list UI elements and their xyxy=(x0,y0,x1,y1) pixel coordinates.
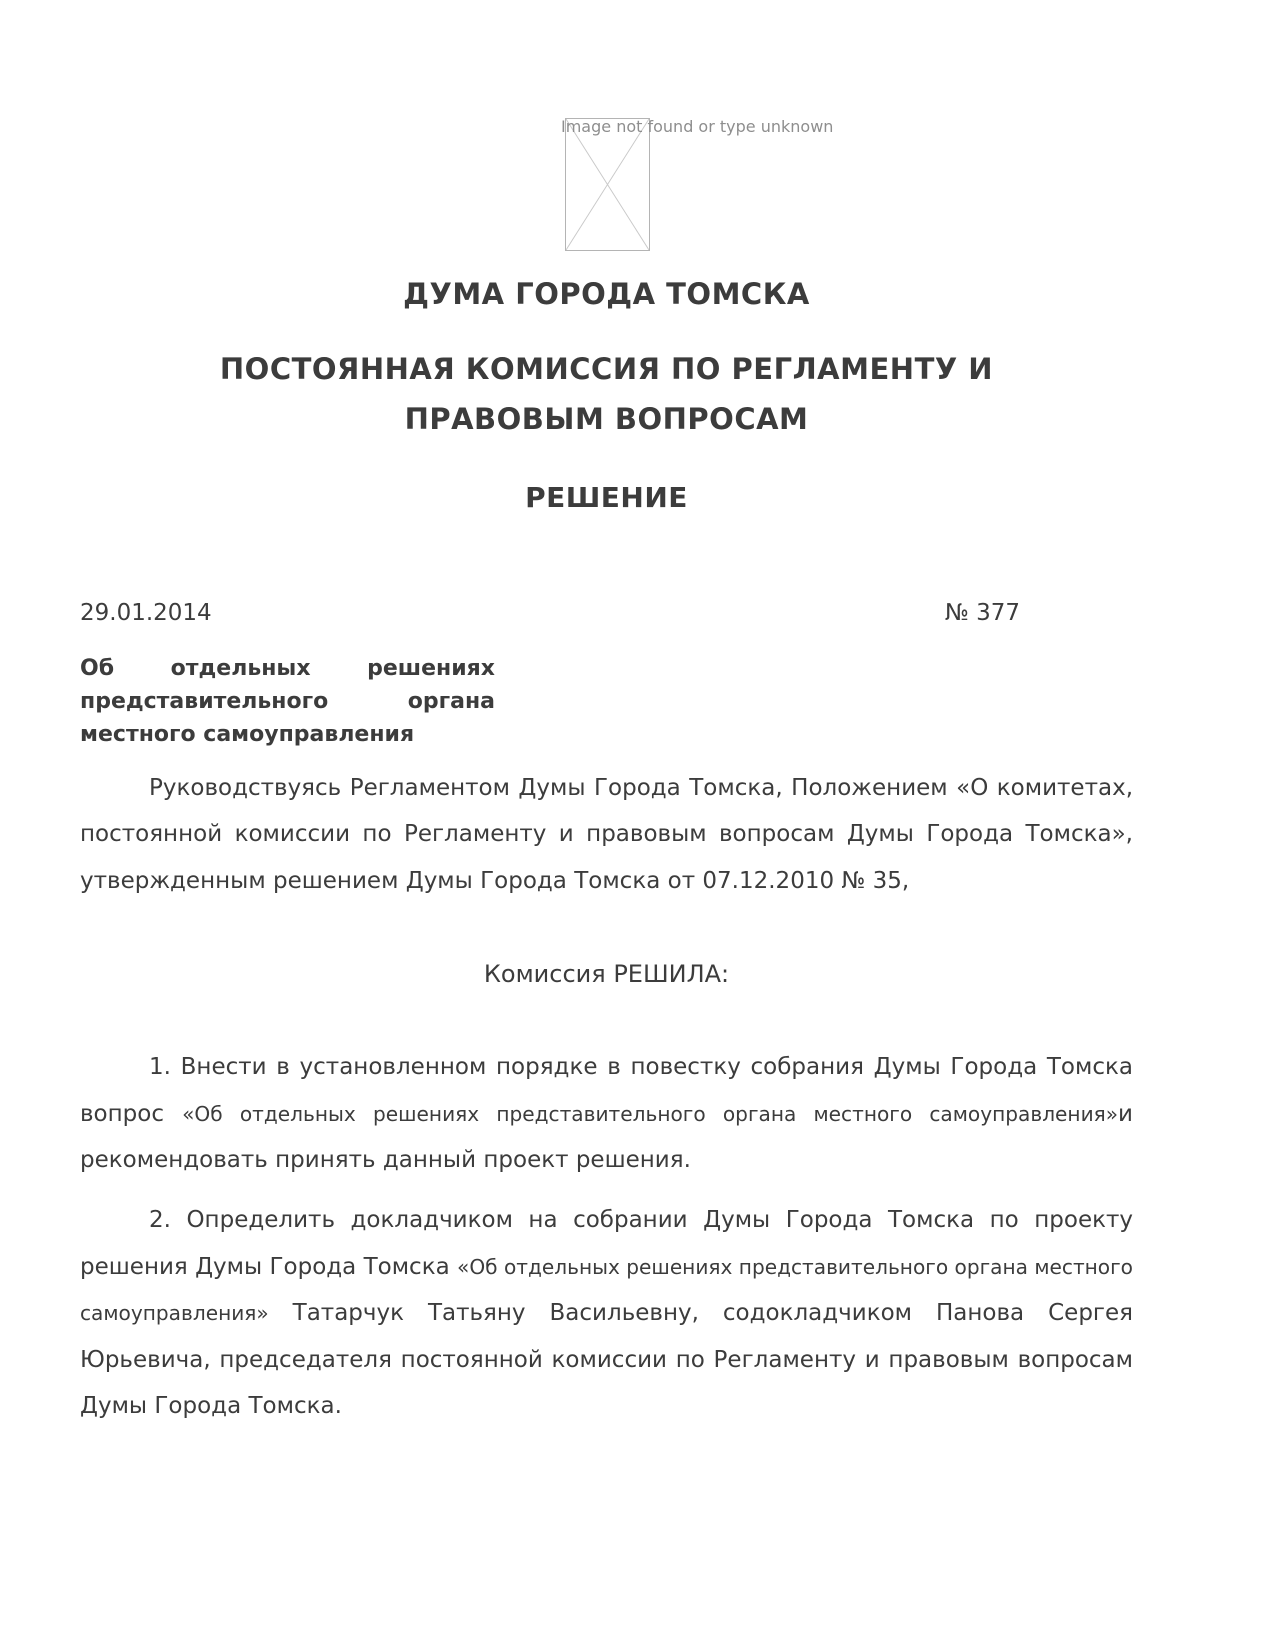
commission-title: ПОСТОЯННАЯ КОМИССИЯ ПО РЕГЛАМЕНТУ И ПРАВОВЫМ ВОПРОСАМ xyxy=(219,352,994,436)
subject-line: Об отдельных решениях xyxy=(80,655,495,681)
decision-heading: Комиссия РЕШИЛА: xyxy=(483,960,730,989)
subject-block xyxy=(80,652,495,751)
meta-row xyxy=(80,600,1133,626)
organization-title: ДУМА ГОРОДА ТОМСКА xyxy=(403,277,810,311)
subject-line: представительного органа xyxy=(80,688,495,714)
broken-image-icon xyxy=(565,118,650,251)
decision-item-1: 1. Внести в установленном порядке в повестку собрания Думы Города Томска вопрос «Об отдельных решениях представительного органа местного самоуправления»и рекомендовать принять данный проект решения. xyxy=(80,1054,1133,1174)
broken-image-placeholder xyxy=(561,117,834,251)
document-type-title: РЕШЕНИЕ xyxy=(525,480,688,514)
broken-image-alt-text: Image not found or type unknown xyxy=(561,117,834,136)
broken-image-x-lines xyxy=(566,119,649,250)
decision-item-2: 2. Определить докладчиком на собрании Думы Города Томска по проекту решения Думы Города Томска «Об отдельных решениях представительного органа местного самоуправления» Татарчук Татьяну Васильевну, содокладчиком Панова Сергея Юрьевича, председателя постоянной комиссии по Регламенту и правовым вопросам Думы Города Томска. xyxy=(80,1207,1133,1420)
preamble-paragraph: Руководствуясь Регламентом Думы Города Томска, Положением «О комитетах, постоянной комиссии по Регламенту и правовым вопросам Думы Города Томска», утвержденным решением Думы Города Томска от 07.12.2010 № 35, xyxy=(80,774,1133,894)
subject-line: местного самоуправления xyxy=(80,721,415,747)
document-date: 29.01.2014 xyxy=(80,599,212,626)
document-number: № 377 xyxy=(944,599,1020,626)
